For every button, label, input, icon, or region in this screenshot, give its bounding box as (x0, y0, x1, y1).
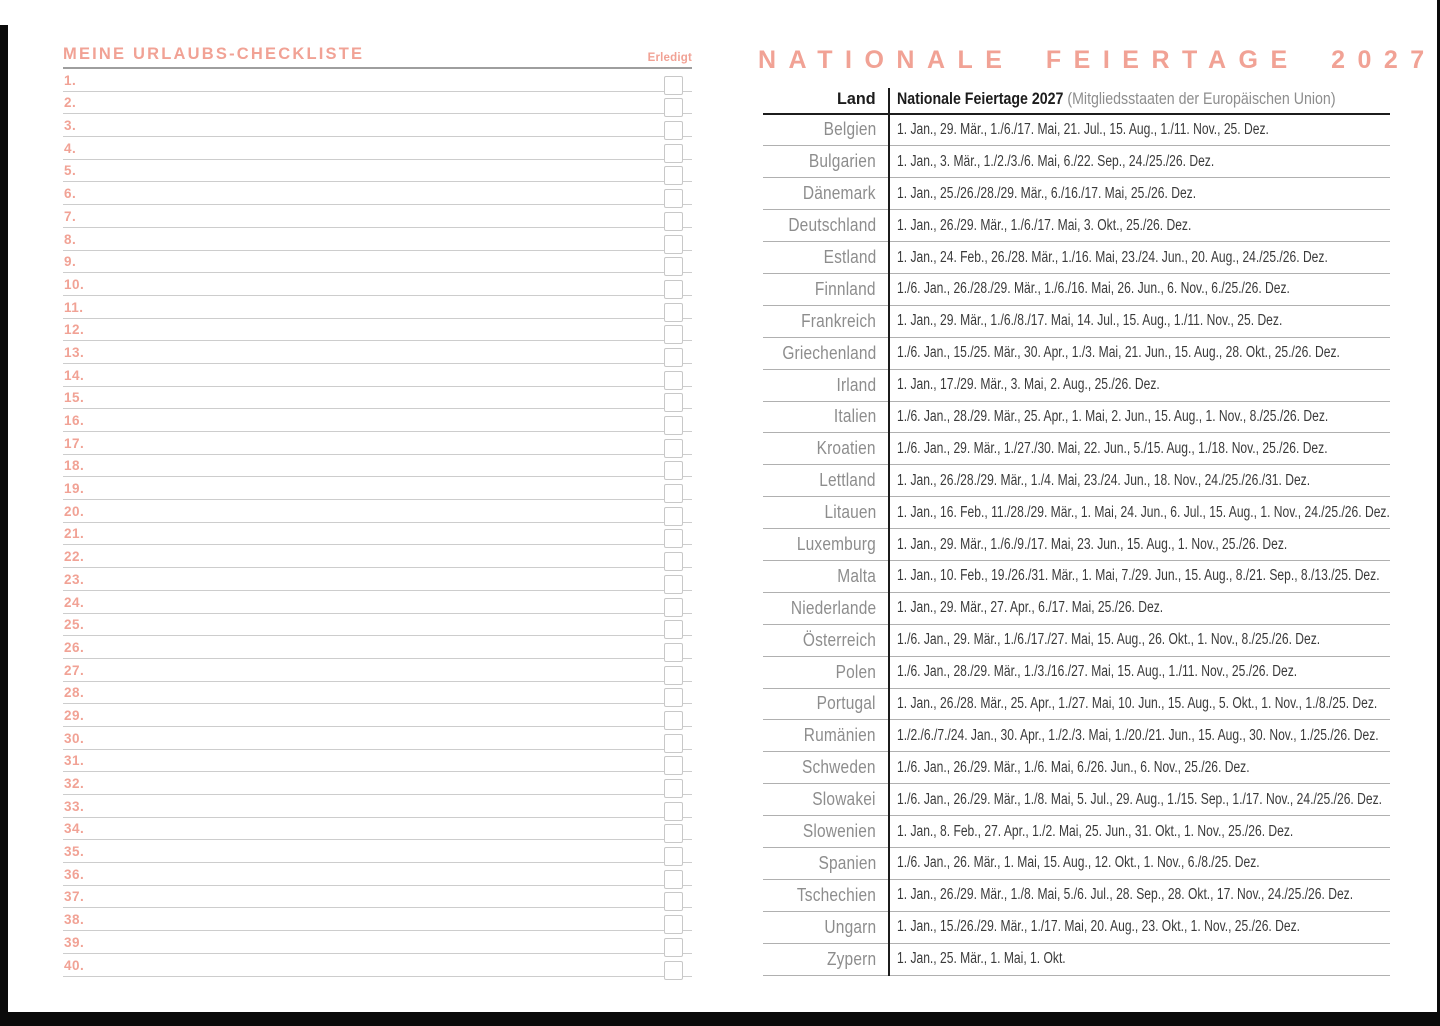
country-cell (763, 853, 888, 874)
holiday-table-row (763, 880, 1390, 912)
holiday-table-row (763, 912, 1390, 944)
checklist-item-number: 4. (64, 140, 77, 156)
checklist-row (63, 455, 692, 478)
holiday-dates-cell (888, 918, 1414, 936)
holiday-table-row (763, 657, 1390, 689)
checklist-row (63, 523, 692, 546)
holidays-column-header-bold: Nationale Feiertage 2027 (897, 89, 1064, 108)
country-column-header: Land (837, 88, 876, 108)
checklist-item-number: 33. (64, 798, 85, 814)
checklist-row (63, 931, 692, 954)
holiday-dates: 1. Jan., 26./29. Mär., 1./6./17. Mai, 3. Okt., 25./26. Dez. (897, 216, 1192, 234)
holiday-table-row (763, 115, 1390, 147)
holiday-dates: 1. Jan., 29. Mär., 1./6./8./17. Mai, 14. Jul., 15. Aug., 1./11. Nov., 25. Dez. (897, 312, 1283, 330)
country-cell (763, 119, 888, 140)
holiday-table-row (763, 178, 1390, 210)
holiday-dates-cell (888, 121, 1390, 139)
checklist-item-number: 17. (64, 435, 85, 451)
checklist-item-number: 24. (64, 594, 85, 610)
checklist-item-number: 12. (64, 322, 85, 338)
checklist-row (63, 886, 692, 909)
country-cell (763, 406, 888, 427)
holiday-table-row (763, 848, 1390, 880)
country-cell (763, 693, 888, 714)
country-cell (763, 885, 888, 906)
holiday-dates-cell (888, 344, 1440, 362)
holiday-dates: 1. Jan., 29. Mär., 1./6./17. Mai, 21. Jul., 15. Aug., 1./11. Nov., 25. Dez. (897, 120, 1269, 138)
country-name: Lettland (819, 470, 876, 491)
country-name: Niederlande (790, 597, 876, 618)
holiday-dates-cell (888, 280, 1401, 298)
holiday-table-row (763, 784, 1390, 816)
holiday-dates-cell (888, 854, 1390, 872)
country-cell (763, 183, 888, 204)
holiday-dates: 1. Jan., 26./29. Mär., 1./8. Mai, 5./6. Jul., 28. Sep., 28. Okt., 17. Nov., 24./25./26. Dez. (897, 886, 1354, 904)
country-name: Österreich (802, 629, 876, 650)
checklist-item-number: 38. (64, 912, 85, 928)
holiday-dates-cell (888, 727, 1440, 745)
country-cell (763, 311, 888, 332)
checklist-row (63, 795, 692, 818)
country-name: Rumänien (804, 725, 876, 746)
checklist-item-number: 35. (64, 844, 85, 860)
checklist-row (63, 727, 692, 750)
checklist-item-number: 22. (64, 549, 85, 565)
checklist-item-number: 34. (64, 821, 85, 837)
holiday-table-row (763, 752, 1390, 784)
checklist-row (63, 750, 692, 773)
checklist-item-number: 19. (64, 481, 85, 497)
holiday-dates-cell (888, 599, 1390, 617)
holiday-dates: 1./6. Jan., 26./29. Mär., 1./6. Mai, 6./26. Jun., 6. Nov., 25./26. Dez. (897, 758, 1250, 776)
checklist-row (63, 160, 692, 183)
country-cell (763, 757, 888, 778)
checklist-row (63, 228, 692, 251)
holiday-table-row (763, 306, 1390, 338)
checklist-item-number: 3. (64, 118, 77, 134)
checklist-item-number: 21. (64, 526, 85, 542)
checklist-item-number: 30. (64, 730, 85, 746)
country-name: Belgien (823, 119, 876, 140)
holiday-dates: 1./6. Jan., 26./28./29. Mär., 1./6./16. Mai, 26. Jun., 6. Nov., 6./25./26. Dez. (897, 280, 1290, 298)
country-name: Polen (835, 661, 876, 682)
country-cell (763, 502, 888, 523)
holiday-dates-cell (888, 376, 1390, 394)
holiday-dates-cell (888, 536, 1397, 554)
holiday-table-row (763, 497, 1390, 529)
country-name: Slowenien (803, 821, 876, 842)
holidays-table (763, 88, 1390, 976)
country-name: Deutschland (788, 215, 876, 236)
checklist-item-number: 20. (64, 503, 85, 519)
holiday-dates-cell (888, 950, 1390, 968)
holiday-dates-cell (888, 567, 1440, 585)
checklist-row (63, 545, 692, 568)
country-name: Luxemburg (797, 534, 876, 555)
holiday-dates: 1. Jan., 10. Feb., 19./26./31. Mär., 1. Mai, 7./29. Jun., 15. Aug., 8./21. Sep., 8./13./25. Dez. (897, 567, 1380, 585)
country-name: Slowakei (812, 789, 876, 810)
checklist-item-number: 37. (64, 889, 85, 905)
checklist-item-number: 6. (64, 186, 77, 202)
holiday-dates: 1. Jan., 17./29. Mär., 3. Mai, 2. Aug., 25./26. Dez. (897, 376, 1160, 394)
holiday-table-row (763, 465, 1390, 497)
country-cell (763, 534, 888, 555)
country-name: Estland (823, 247, 876, 267)
holiday-table-row (763, 402, 1390, 434)
checklist-row (63, 182, 692, 205)
checklist-item-number: 14. (64, 367, 85, 383)
checklist-item-number: 27. (64, 662, 85, 678)
checklist-item-number: 15. (64, 390, 85, 406)
holiday-dates: 1. Jan., 26./28. Mär., 25. Apr., 1./27. Mai, 10. Jun., 15. Aug., 5. Okt., 1. Nov., 1./8./25. Dez. (897, 694, 1378, 712)
done-column-label: Erledigt (647, 52, 692, 64)
checklist-item-number: 5. (64, 163, 77, 179)
checklist-row (63, 863, 692, 886)
checklist-row (63, 273, 692, 296)
checklist-row (63, 364, 692, 387)
checklist-row (63, 137, 692, 160)
country-cell (763, 438, 888, 459)
checklist-item-number: 16. (64, 413, 85, 428)
holiday-dates-cell (888, 217, 1390, 235)
holiday-dates-cell (888, 631, 1440, 649)
holiday-dates-cell (888, 472, 1427, 490)
checklist-item-number: 13. (64, 344, 85, 360)
holiday-dates: 1. Jan., 8. Feb., 27. Apr., 1./2. Mai, 25. Jun., 31. Okt., 1. Nov., 25./26. Dez. (897, 822, 1294, 840)
checklist-row (63, 568, 692, 591)
table-header-row (763, 88, 1390, 115)
checklist-title: MEINE URLAUBS-CHECKLISTE (63, 45, 365, 63)
checklist-row (63, 659, 692, 682)
holiday-dates: 1. Jan., 25./26./28./29. Mär., 6./16./17. Mai, 25./26. Dez. (897, 184, 1197, 202)
holiday-table-row (763, 370, 1390, 402)
holiday-table-row (763, 816, 1390, 848)
holiday-dates-cell (888, 823, 1405, 841)
country-name: Litauen (823, 502, 876, 523)
checklist-item-number: 2. (64, 95, 77, 111)
country-name: Italien (833, 406, 876, 427)
country-name: Spanien (817, 852, 876, 873)
checklist-row (63, 341, 692, 364)
country-cell (763, 598, 888, 619)
holiday-dates: 1. Jan., 26./28./29. Mär., 1./4. Mai, 23./24. Jun., 18. Nov., 24./25./26./31. Dez. (897, 471, 1311, 489)
checklist-row (63, 92, 692, 115)
checklist-row (63, 387, 692, 410)
checklist-row (63, 614, 692, 637)
holiday-dates-cell (888, 440, 1440, 458)
country-name: Kroatien (816, 438, 876, 459)
holiday-dates-cell (888, 408, 1440, 426)
holiday-dates-cell (888, 153, 1390, 171)
country-name: Schweden (802, 757, 876, 778)
checklist-item-number: 8. (64, 231, 77, 247)
country-cell (763, 375, 888, 396)
checklist-item-number: 28. (64, 685, 85, 701)
holiday-dates-cell (888, 886, 1440, 904)
holiday-table-row (763, 720, 1390, 752)
holiday-dates: 1. Jan., 24. Feb., 26./28. Mär., 1./16. Mai, 23./24. Jun., 20. Aug., 24./25./26. Dez. (897, 248, 1328, 266)
holiday-dates: 1. Jan., 3. Mär., 1./2./3./6. Mai, 6./22. Sep., 24./25./26. Dez. (897, 152, 1215, 170)
holiday-dates: 1./6. Jan., 29. Mär., 1./27./30. Mai, 22. Jun., 5./15. Aug., 1./18. Nov., 25./26. Dez. (897, 439, 1328, 457)
table-column-divider (888, 88, 890, 976)
holiday-dates: 1. Jan., 16. Feb., 11./28./29. Mär., 1. Mai, 24. Jun., 6. Jul., 15. Aug., 1. Nov., 24./25./26. Dez. (897, 503, 1390, 521)
checklist-row (63, 818, 692, 841)
checklist-item-number: 40. (64, 957, 85, 973)
holiday-dates-cell (888, 312, 1391, 330)
country-cell (763, 789, 888, 810)
checklist-row (63, 636, 692, 659)
header-cell-holidays (888, 90, 1407, 113)
holiday-table-row (763, 146, 1390, 178)
country-name: Frankreich (801, 310, 876, 331)
holiday-dates: 1. Jan., 29. Mär., 27. Apr., 6./17. Mai, 25./26. Dez. (897, 599, 1164, 617)
holiday-dates: 1./6. Jan., 15./25. Mär., 30. Apr., 1./3. Mai, 21. Jun., 15. Aug., 28. Okt., 25./26. Dez. (897, 344, 1340, 362)
checklist-item-number: 9. (64, 254, 77, 270)
checklist-item-number: 26. (64, 639, 85, 655)
holiday-dates: 1./6. Jan., 26. Mär., 1. Mai, 15. Aug., 12. Okt., 1. Nov., 6./8./25. Dez. (897, 854, 1260, 872)
holiday-table-row (763, 274, 1390, 306)
country-cell (763, 917, 888, 938)
checklist-item-number: 7. (64, 208, 77, 224)
country-name: Malta (837, 565, 876, 586)
country-cell (763, 566, 888, 587)
holiday-dates-cell (888, 185, 1390, 203)
checklist-row (63, 205, 692, 228)
checklist-item-number: 18. (64, 458, 85, 474)
checklist-row (63, 500, 692, 523)
holiday-rows (763, 115, 1390, 976)
country-cell (763, 279, 888, 300)
holiday-dates-cell (888, 791, 1440, 809)
holiday-dates-cell (888, 504, 1440, 522)
country-name: Griechenland (781, 342, 876, 363)
checklist-row (63, 114, 692, 137)
checklist-rows (63, 69, 692, 977)
holiday-dates: 1. Jan., 25. Mär., 1. Mai, 1. Okt. (897, 950, 1066, 968)
country-cell (763, 662, 888, 683)
holiday-table-row (763, 944, 1390, 976)
checklist-row (63, 251, 692, 274)
holiday-dates: 1./6. Jan., 28./29. Mär., 25. Apr., 1. Mai, 2. Jun., 15. Aug., 1. Nov., 8./25./26. Dez. (897, 407, 1329, 425)
holiday-dates-cell (888, 663, 1410, 681)
holiday-table-row (763, 625, 1390, 657)
holidays-title: NATIONALE FEIERTAGE 2027 (758, 46, 1437, 74)
country-name: Zypern (826, 948, 876, 969)
country-cell (763, 821, 888, 842)
holiday-dates: 1./6. Jan., 28./29. Mär., 1./3./16./27. Mai, 15. Aug., 1./11. Nov., 25./26. Dez. (897, 663, 1298, 681)
country-cell (763, 725, 888, 746)
holidays-column-header: Nationale Feiertage 2027 (Mitgliedsstaaten der Europäischen Union) (897, 89, 1336, 108)
holiday-table-row (763, 529, 1390, 561)
page-edge-left (0, 25, 8, 1026)
country-name: Irland (836, 374, 876, 395)
country-cell (763, 343, 888, 364)
country-cell (763, 949, 888, 970)
holiday-table-row (763, 593, 1390, 625)
checklist-item-number: 39. (64, 934, 85, 950)
country-cell (763, 630, 888, 651)
holiday-dates-cell (888, 249, 1440, 267)
holiday-dates-cell (888, 759, 1390, 777)
checklist-row (63, 319, 692, 342)
country-name: Bulgarien (809, 151, 876, 172)
checklist-item-number: 31. (64, 753, 85, 769)
country-name: Ungarn (824, 916, 876, 937)
holiday-dates: 1./2./6./7./24. Jan., 30. Apr., 1./2./3. Mai, 1./20./21. Jun., 15. Aug., 30. Nov., 1./25./26. Dez. (897, 726, 1379, 744)
checklist-row (63, 296, 692, 319)
country-name: Portugal (816, 693, 876, 714)
country-cell (763, 151, 888, 172)
holiday-table-row (763, 338, 1390, 370)
checklist-row (63, 840, 692, 863)
checklist-row (63, 772, 692, 795)
checklist-row (63, 477, 692, 500)
checklist-row (63, 908, 692, 931)
checklist-row (63, 432, 692, 455)
holiday-dates: 1./6. Jan., 26./29. Mär., 1./8. Mai, 5. Jul., 29. Aug., 1./15. Sep., 1./17. Nov., 24./25./26. Dez. (897, 790, 1383, 808)
checklist-item-number: 11. (64, 299, 84, 315)
checklist-header (63, 44, 692, 69)
checklist-row (63, 409, 692, 432)
country-cell (763, 470, 888, 491)
country-name: Finnland (815, 278, 876, 299)
checklist-item-number: 36. (64, 866, 85, 882)
checklist-item-number: 1. (64, 72, 77, 88)
holiday-table-row (763, 433, 1390, 465)
checklist-item-number: 23. (64, 571, 85, 587)
holiday-table-row (763, 561, 1390, 593)
country-name: Tschechien (796, 884, 876, 905)
country-name: Dänemark (803, 183, 876, 204)
checklist-item-number: 32. (64, 776, 85, 791)
header-cell-country (763, 89, 888, 113)
page-edge-bottom (0, 1012, 1440, 1026)
holidays-page (758, 0, 1437, 990)
holiday-dates: 1. Jan., 29. Mär., 1./6./9./17. Mai, 23. Jun., 15. Aug., 1. Nov., 25./26. Dez. (897, 535, 1288, 553)
holiday-dates-cell (888, 695, 1440, 713)
holiday-dates: 1. Jan., 15./26./29. Mär., 1./17. Mai, 20. Aug., 23. Okt., 1. Nov., 25./26. Dez. (897, 918, 1301, 936)
done-checkbox[interactable] (664, 961, 683, 980)
checklist-row (63, 704, 692, 727)
checklist-row (63, 591, 692, 614)
country-cell (763, 247, 888, 268)
holiday-dates: 1./6. Jan., 29. Mär., 1./6./17./27. Mai, 15. Aug., 26. Okt., 1. Nov., 8./25./26. Dez. (897, 631, 1321, 649)
checklist-item-number: 29. (64, 707, 85, 723)
checklist-item-number: 25. (64, 617, 85, 633)
checklist-row (63, 69, 692, 92)
holiday-table-row (763, 689, 1390, 721)
checklist-item-number: 10. (64, 276, 85, 292)
holiday-table-row (763, 210, 1390, 242)
holiday-table-row (763, 242, 1390, 274)
checklist-row (63, 682, 692, 705)
checklist-row (63, 954, 692, 977)
checklist-page (63, 0, 692, 990)
country-cell (763, 215, 888, 236)
